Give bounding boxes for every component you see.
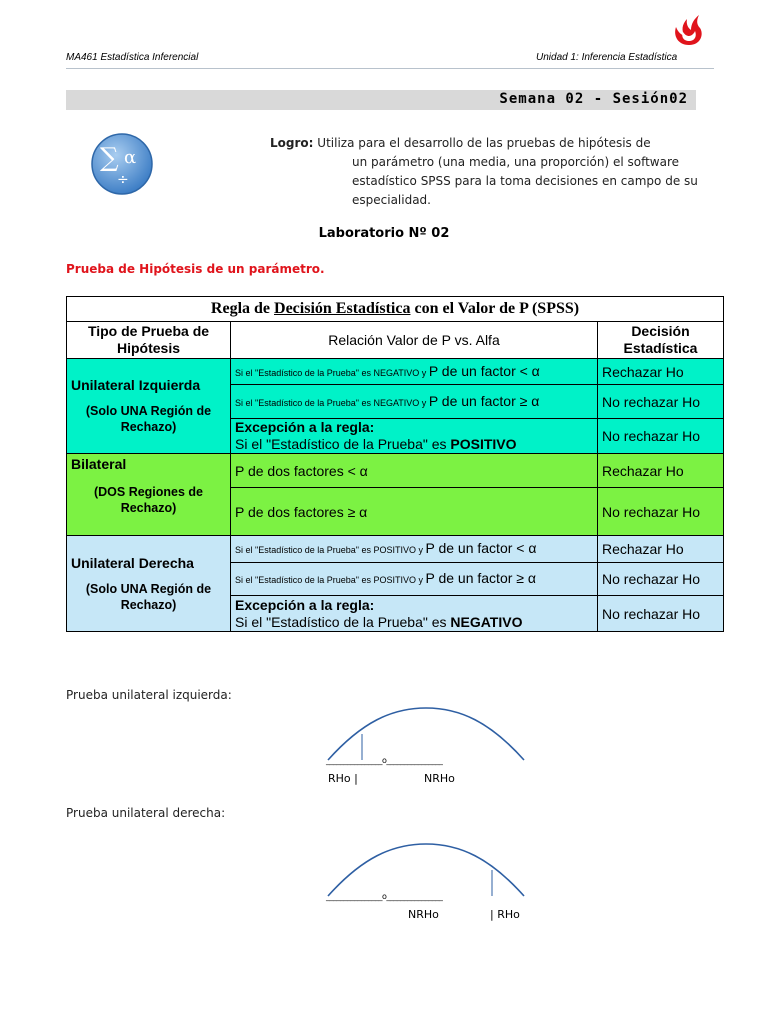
right-nrho-label: NRHo [408, 908, 439, 921]
decision-rule-table [66, 296, 724, 632]
table-title: Regla de Decisión Estadística con el Valor de P (SPSS) [67, 297, 724, 322]
week-title: Semana 02 - Sesión02 [499, 91, 688, 107]
unit-name: Unidad 1: Inferencia Estadística [536, 52, 678, 63]
left-rho-label: RHo | [328, 772, 358, 785]
left-axis-line: ________________o________________ [326, 756, 443, 765]
learning-goal [270, 134, 700, 210]
left-tailed-label: Prueba unilateral izquierda: [66, 688, 232, 702]
decision-cell: No rechazar Ho [598, 419, 724, 454]
relation-row: Si el "Estadístico de la Prueba" es POSITIVO y P de un factor ≥ α [231, 563, 598, 596]
exception-row: Excepción a la regla: Si el "Estadístico de la Prueba" es NEGATIVO [231, 596, 598, 632]
sigma-alpha-icon [90, 132, 154, 196]
upc-flame-logo-icon [672, 12, 706, 46]
col-header-type: Tipo de Prueba de Hipótesis [67, 322, 231, 359]
goal-text-line: Utiliza para el desarrollo de las pruebas de hipótesis de [317, 136, 651, 150]
decision-cell: Rechazar Ho [598, 359, 724, 385]
course-name: MA461 Estadística Inferencial [66, 52, 199, 63]
exception-row: Excepción a la regla: Si el "Estadístico de la Prueba" es POSITIVO [231, 419, 598, 454]
decision-cell: No rechazar Ho [598, 563, 724, 596]
section-title: Prueba de Hipótesis de un parámetro. [66, 262, 325, 276]
relation-row: Si el "Estadístico de la Prueba" es NEGATIVO y P de un factor ≥ α [231, 385, 598, 419]
right-tailed-label: Prueba unilateral derecha: [66, 806, 226, 820]
relation-row: P de dos factores < α [231, 454, 598, 488]
right-axis-line: ________________o________________ [326, 892, 443, 901]
svg-text:α: α [124, 147, 137, 168]
left-nrho-label: NRHo [424, 772, 455, 785]
decision-cell: Rechazar Ho [598, 536, 724, 563]
goal-text [270, 136, 700, 210]
relation-row: Si el "Estadístico de la Prueba" es POSITIVO y P de un factor < α [231, 536, 598, 563]
svg-text:∑: ∑ [100, 143, 119, 173]
right-rho-label: | RHo [490, 908, 520, 921]
decision-cell: No rechazar Ho [598, 488, 724, 536]
week-banner [66, 90, 696, 110]
col-header-relation: Relación Valor de P vs. Alfa [231, 322, 598, 359]
header-divider [66, 68, 714, 69]
col-header-decision: Decisión Estadística [598, 322, 724, 359]
goal-text-continuation: un parámetro (una media, una proporción) el software estadístico SPSS para la toma decisiones en campo de su especialidad. [352, 155, 698, 207]
goal-label: Logro: [270, 136, 314, 150]
lab-title: Laboratorio Nº 02 [318, 226, 450, 241]
type-right-tailed: Unilateral Derecha (Solo UNA Región de Rechazo) [67, 536, 231, 632]
decision-cell: No rechazar Ho [598, 596, 724, 632]
svg-text:÷: ÷ [117, 172, 129, 188]
decision-cell: Rechazar Ho [598, 454, 724, 488]
type-two-tailed: Bilateral (DOS Regiones de Rechazo) [67, 454, 231, 536]
relation-row: Si el "Estadístico de la Prueba" es NEGATIVO y P de un factor < α [231, 359, 598, 385]
relation-row: P de dos factores ≥ α [231, 488, 598, 536]
type-left-tailed: Unilateral Izquierda (Solo UNA Región de Rechazo) [67, 359, 231, 454]
decision-cell: No rechazar Ho [598, 385, 724, 419]
